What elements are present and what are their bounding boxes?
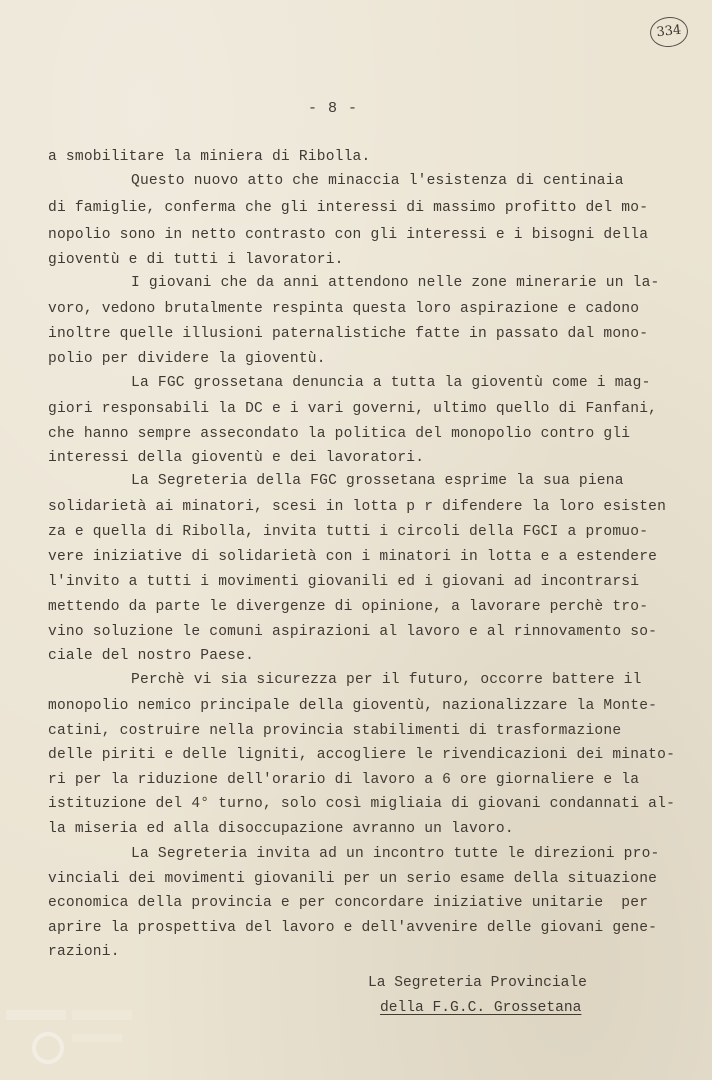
- signature-line-2: della F.G.C. Grossetana: [380, 1000, 582, 1016]
- body-line: nopolio sono in netto contrasto con gli interessi e i bisogni della: [48, 227, 649, 243]
- body-line: mettendo da parte le divergenze di opinione, a lavorare perchè tro-: [48, 599, 649, 615]
- body-line: catini, costruire nella provincia stabilimenti di trasformazione: [48, 723, 622, 739]
- body-line: razioni.: [48, 944, 120, 960]
- body-line: inoltre quelle illusioni paternalistiche fatte in passato dal mono-: [48, 326, 649, 342]
- body-line: a smobilitare la miniera di Ribolla.: [48, 149, 371, 165]
- body-line: giori responsabili la DC e i vari governi, ultimo quello di Fanfani,: [48, 401, 658, 417]
- body-line: La Segreteria invita ad un incontro tutte le direzioni pro-: [131, 846, 660, 862]
- body-line: Questo nuovo atto che minaccia l'esistenza di centinaia: [131, 173, 624, 189]
- body-line: La Segreteria della FGC grossetana esprime la sua piena: [131, 473, 624, 489]
- body-line: Perchè vi sia sicurezza per il futuro, occorre battere il: [131, 672, 642, 688]
- body-line: istituzione del 4° turno, solo così migliaia di giovani condannati al-: [48, 796, 676, 812]
- body-line: vere iniziative di solidarietà con i minatori in lotta e a estendere: [48, 549, 658, 565]
- body-line: l'invito a tutti i movimenti giovanili ed i giovani ad incontrarsi: [48, 574, 640, 590]
- body-line: ri per la riduzione dell'orario di lavoro a 6 ore giornaliere e la: [48, 772, 640, 788]
- archive-watermark-icon: [0, 1000, 180, 1070]
- body-line: delle piriti e delle ligniti, accogliere le rivendicazioni dei minato-: [48, 747, 676, 763]
- archive-stamp: 334: [649, 15, 690, 49]
- body-line: monopolio nemico principale della gioventù, nazionalizzare la Monte-: [48, 698, 658, 714]
- body-line: vinciali dei movimenti giovanili per un serio esame della situazione: [48, 871, 658, 887]
- body-line: economica della provincia e per concordare iniziative unitarie per: [48, 895, 649, 911]
- body-line: voro, vedono brutalmente respinta questa loro aspirazione e cadono: [48, 301, 640, 317]
- body-line: che hanno sempre assecondato la politica del monopolio contro gli: [48, 426, 631, 442]
- signature-line-1: La Segreteria Provinciale: [368, 975, 587, 991]
- body-line: di famiglie, conferma che gli interessi di massimo profitto del mo-: [48, 200, 649, 216]
- body-line: aprire la prospettiva del lavoro e dell'avvenire delle giovani gene-: [48, 920, 658, 936]
- body-line: La FGC grossetana denuncia a tutta la gioventù come i mag-: [131, 375, 651, 391]
- body-line: la miseria ed alla disoccupazione avranno un lavoro.: [48, 821, 514, 837]
- body-line: I giovani che da anni attendono nelle zone minerarie un la-: [131, 275, 660, 291]
- body-line: interessi della gioventù e dei lavoratori.: [48, 450, 425, 466]
- body-line: polio per dividere la gioventù.: [48, 351, 326, 367]
- body-line: ciale del nostro Paese.: [48, 648, 255, 664]
- body-line: vino soluzione le comuni aspirazioni al lavoro e al rinnovamento so-: [48, 624, 658, 640]
- page-number: - 8 -: [308, 100, 359, 117]
- body-line: solidarietà ai minatori, scesi in lotta p r difendere la loro esisten: [48, 499, 667, 515]
- body-line: gioventù e di tutti i lavoratori.: [48, 252, 344, 268]
- body-line: za e quella di Ribolla, invita tutti i circoli della FGCI a promuo-: [48, 524, 649, 540]
